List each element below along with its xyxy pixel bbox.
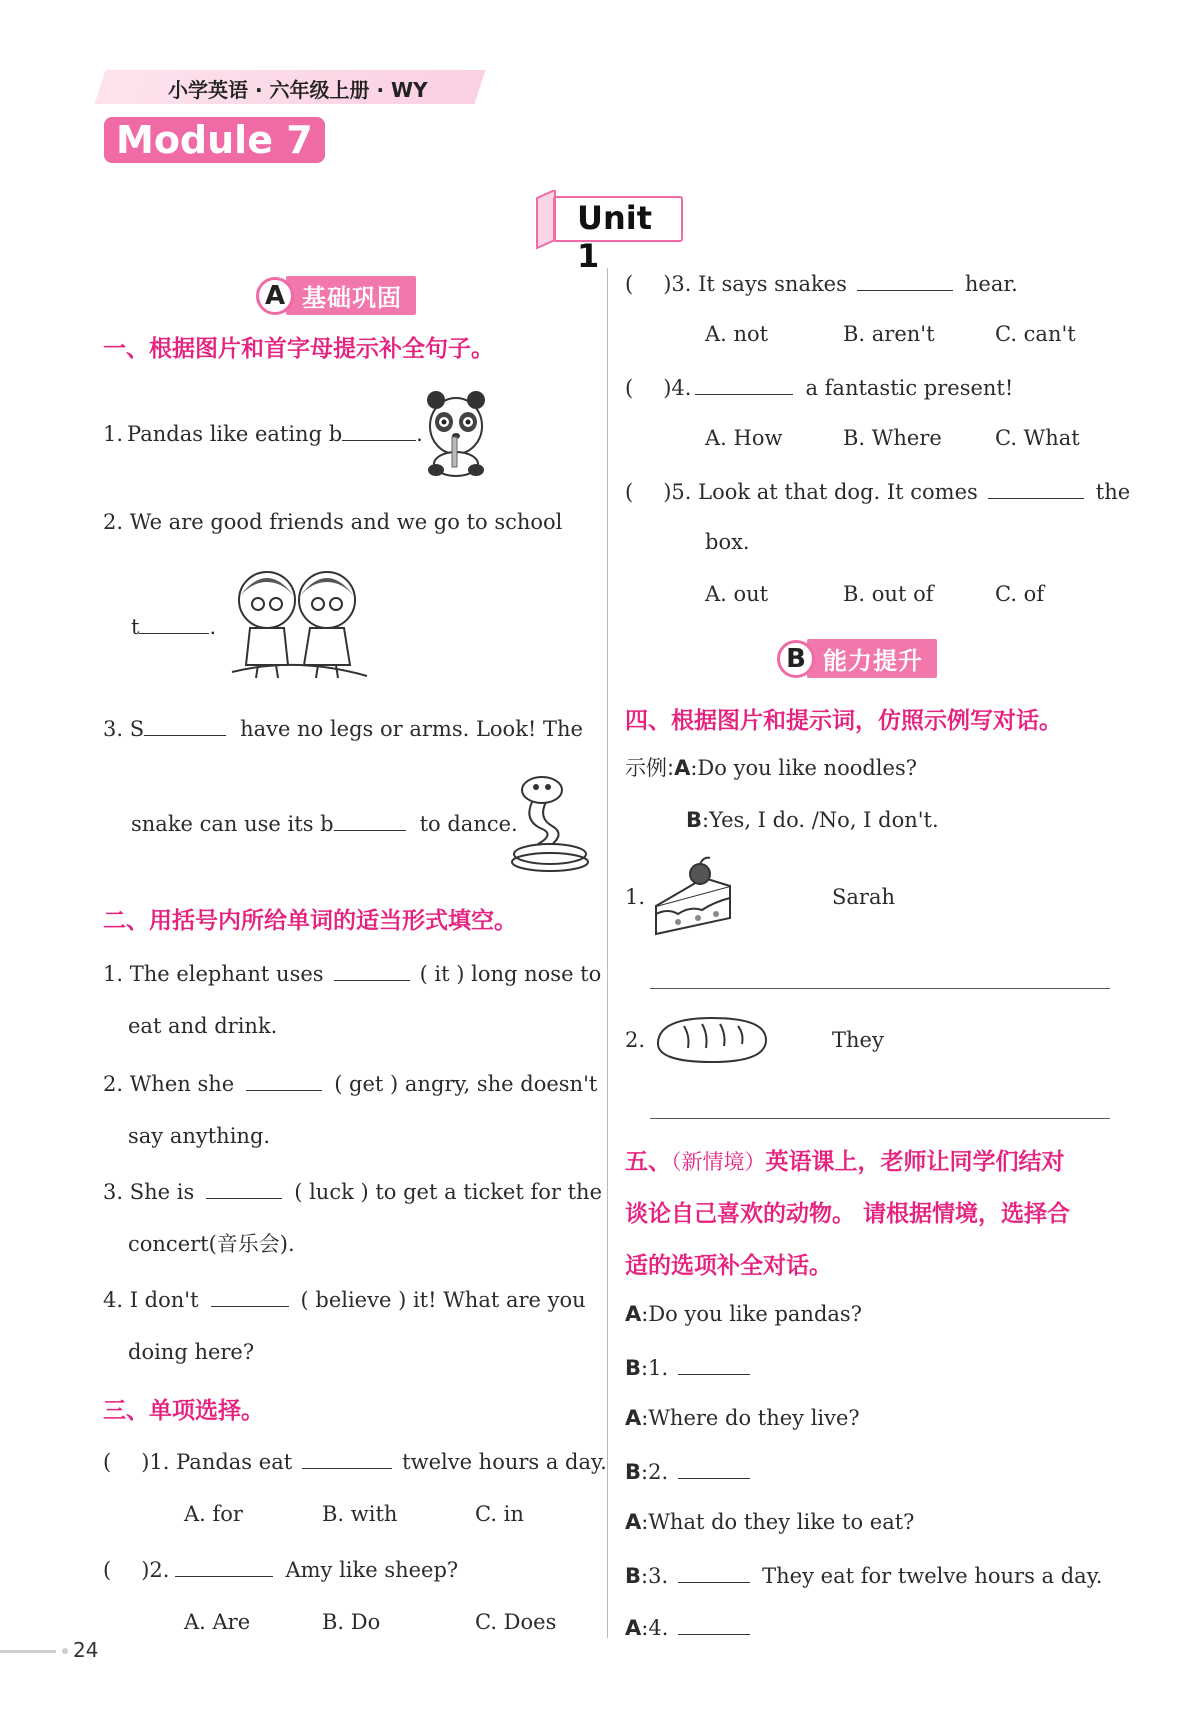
part5-tag: （新情境） [671,1150,766,1174]
p3-q4-option-b[interactable]: B. Where [843,426,942,450]
p1-q1 [103,420,423,447]
p5-d4-text: :2. [641,1460,669,1484]
p5-d5-key: A [625,1510,642,1534]
p1-q3-line2 [131,810,518,837]
p2-q3-b: ( luck ) to get a ticket for the [294,1180,602,1204]
p4-q1-num: 1. [625,885,646,909]
p2-q4-line1 [103,1286,586,1313]
p4-q1-hint: Sarah [832,885,895,909]
p3-q1-option-b[interactable]: B. with [322,1502,398,1526]
part5-title-line3: 适的选项补全对话。 [625,1253,832,1279]
section-a-badge [256,276,416,315]
p2-q3-line1 [103,1178,602,1205]
p3-q2-option-b[interactable]: B. Do [322,1610,381,1634]
p3-q5-rest: the [1095,480,1131,504]
p3-q4-option-c[interactable]: C. What [995,426,1080,450]
p3-q5-option-b[interactable]: B. out of [843,582,934,606]
p2-q1-line2: eat and drink. [128,1014,278,1038]
p5-d4 [625,1458,750,1485]
p3-q1-option-a[interactable]: A. for [184,1502,243,1526]
p5-d2 [625,1354,750,1381]
p3-q3-blank[interactable] [857,270,953,291]
p2-q1-b: ( it ) long nose to [419,962,602,986]
snake-icon [510,772,592,876]
p3-q4-answer[interactable] [633,375,663,395]
p3-q4: ( )4. a fantastic present! [625,376,1014,400]
p3-q2-option-c[interactable]: C. Does [475,1610,557,1634]
p4-example-a-key: A [674,756,691,780]
module-label: Module 7 [104,117,325,163]
bread-icon [650,1012,772,1072]
page-number: 24 [73,1638,99,1662]
p5-d3-text: :Where do they live? [641,1406,860,1430]
unit-label: Unit 1 [577,199,653,275]
p3-q1-blank[interactable] [302,1448,392,1469]
p5-d4-key: B [625,1460,642,1484]
p2-q4-b: ( believe ) it! What are you [300,1288,586,1312]
p5-d7 [625,1614,750,1641]
p5-d2-key: B [625,1356,642,1380]
p3-q3-option-b[interactable]: B. aren't [843,322,935,346]
part5-title-text: 英语课上，老师让同学们结对 [765,1149,1065,1175]
p4-q2-hint: They [832,1028,884,1052]
column-divider [607,268,608,1638]
p3-q3-num: 3. It says snakes [671,272,847,296]
p1-q3-line2a: snake can use its b [131,812,334,836]
footer-dot [62,1648,68,1654]
p5-d6-rest: They eat for twelve hours a day. [762,1564,1103,1588]
p4-q1-answer-line[interactable] [650,988,1110,989]
p4-example-a [625,756,917,781]
cake-icon [648,856,738,942]
p4-example-b-key: B [686,808,703,832]
p1-q3-rest: have no legs or arms. Look! The [240,717,583,741]
p2-q2-blank[interactable] [246,1070,322,1091]
p5-d5 [625,1510,914,1535]
p2-q2-b: ( get ) angry, she doesn't [334,1072,598,1096]
p1-q2-line1: 2. We are good friends and we go to school [103,510,563,534]
p1-q3-line1 [103,715,583,742]
panda-icon [422,382,490,482]
p3-q5-blank[interactable] [988,478,1084,499]
p2-q4-blank[interactable] [211,1286,289,1307]
p3-q3-answer[interactable] [633,271,663,291]
p5-d1-key: A [625,1302,642,1326]
p1-q1-text: Pandas like eating b [127,422,343,446]
p5-d1-text: :Do you like pandas? [641,1302,862,1326]
part2-title: 二、用括号内所给单词的适当形式填空。 [103,908,517,934]
p4-example-a-text: :Do you like noodles? [690,756,917,780]
badge-letter-a: A [256,277,294,315]
p3-q1-answer[interactable] [111,1449,141,1469]
p4-example-b-text: :Yes, I do. /No, I don't. [702,808,939,832]
p2-q2-line2: say anything. [128,1124,271,1148]
p2-q1-line1 [103,960,601,987]
p1-q2-letter: t [131,615,140,639]
p5-d6 [625,1562,1102,1589]
p1-q1-blank[interactable] [342,420,416,441]
p3-q1: ( )1. Pandas eat twelve hours a day. [103,1450,607,1474]
p3-q5-line2: box. [705,530,750,554]
badge-letter-b: B [777,640,815,678]
p5-d4-blank[interactable] [678,1458,750,1479]
p5-d2-text: :1. [641,1356,669,1380]
book-title: 小学英语 · 六年级上册 · WY [168,78,428,102]
p4-q2-answer-line[interactable] [650,1118,1110,1119]
unit-title-box [535,196,685,275]
p1-q2-line2 [131,613,216,640]
p2-q3-line2: concert(音乐会). [128,1232,295,1256]
p3-q4-option-a[interactable]: A. How [705,426,783,450]
p3-q3-rest: hear. [964,272,1018,296]
badge-title-a: 基础巩固 [286,276,416,315]
p3-q3: ( )3. It says snakes hear. [625,272,1018,296]
badge-title-b: 能力提升 [807,639,937,678]
p3-q5-num: 5. Look at that dog. It comes [671,480,978,504]
friends-icon [222,560,372,690]
p5-d7-key: A [625,1616,642,1640]
p5-d1 [625,1302,862,1327]
part5-title-line1 [625,1143,1065,1176]
p3-q5: ( )5. Look at that dog. It comes the [625,480,1131,504]
part5-title-num: 五、 [625,1149,671,1175]
p3-q4-blank[interactable] [695,374,793,395]
p4-q2-num: 2. [625,1028,646,1052]
p3-q2: ( )2. Amy like sheep? [103,1558,459,1582]
p5-d6-key: B [625,1564,642,1588]
p1-q3-blank1[interactable] [144,715,226,736]
header-bar [100,70,480,104]
p3-q2-option-a[interactable]: A. Are [184,1610,251,1634]
p5-d6-text: :3. [641,1564,669,1588]
p2-q2-a: 2. When she [103,1072,235,1096]
p5-d7-blank[interactable] [678,1614,750,1635]
p3-q3-option-a[interactable]: A. not [705,322,769,346]
part3-title: 三、单项选择。 [103,1398,264,1424]
p1-q1-num: 1. [103,422,124,446]
p3-q5-answer[interactable] [633,479,663,499]
part4-title: 四、根据图片和提示词，仿照示例写对话。 [625,708,1062,734]
p5-d3 [625,1406,860,1431]
p2-q1-a: 1. The elephant uses [103,962,324,986]
p3-q3-option-c[interactable]: C. can't [995,322,1076,346]
p2-q4-line2: doing here? [128,1340,255,1364]
p3-q5-option-c[interactable]: C. of [995,582,1045,606]
part1-title: 一、根据图片和首字母提示补全句子。 [103,336,494,362]
p2-q3-a: 3. She is [103,1180,195,1204]
footer-rule [0,1650,56,1653]
p2-q3-blank[interactable] [206,1178,282,1199]
p3-q1-option-c[interactable]: C. in [475,1502,524,1526]
p3-q2-rest: Amy like sheep? [285,1558,459,1582]
section-b-badge [777,639,937,678]
p5-d6-blank[interactable] [678,1562,750,1583]
p3-q5-option-a[interactable]: A. out [705,582,769,606]
p2-q4-a: 4. I don't [103,1288,199,1312]
p2-q2-line1 [103,1070,597,1097]
p1-q3-start: 3. S [103,717,145,741]
p1-q2-blank[interactable] [139,613,209,634]
p3-q2-answer[interactable] [111,1557,141,1577]
p5-d7-text: :4. [641,1616,669,1640]
p1-q1-end: . [416,422,423,446]
p2-q1-blank[interactable] [334,960,410,981]
p3-q4-num: 4. [671,376,692,400]
p4-example-b [686,808,939,833]
p3-q2-num: 2. [149,1558,170,1582]
p5-d3-key: A [625,1406,642,1430]
p3-q1-num: 1. Pandas eat [149,1450,293,1474]
p1-q2-end: . [209,615,217,639]
p1-q3-blank2[interactable] [334,810,406,831]
p4-example-label: 示例: [625,756,675,780]
p3-q4-rest: a fantastic present! [805,376,1014,400]
part5-title-line2: 谈论自己喜欢的动物。 请根据情境，选择合 [625,1201,1071,1227]
p5-d5-text: :What do they like to eat? [641,1510,915,1534]
p3-q2-blank[interactable] [175,1556,273,1577]
p3-q1-rest: twelve hours a day. [402,1450,607,1474]
p5-d2-blank[interactable] [678,1354,750,1375]
p1-q3-line2b: to dance. [419,812,518,836]
